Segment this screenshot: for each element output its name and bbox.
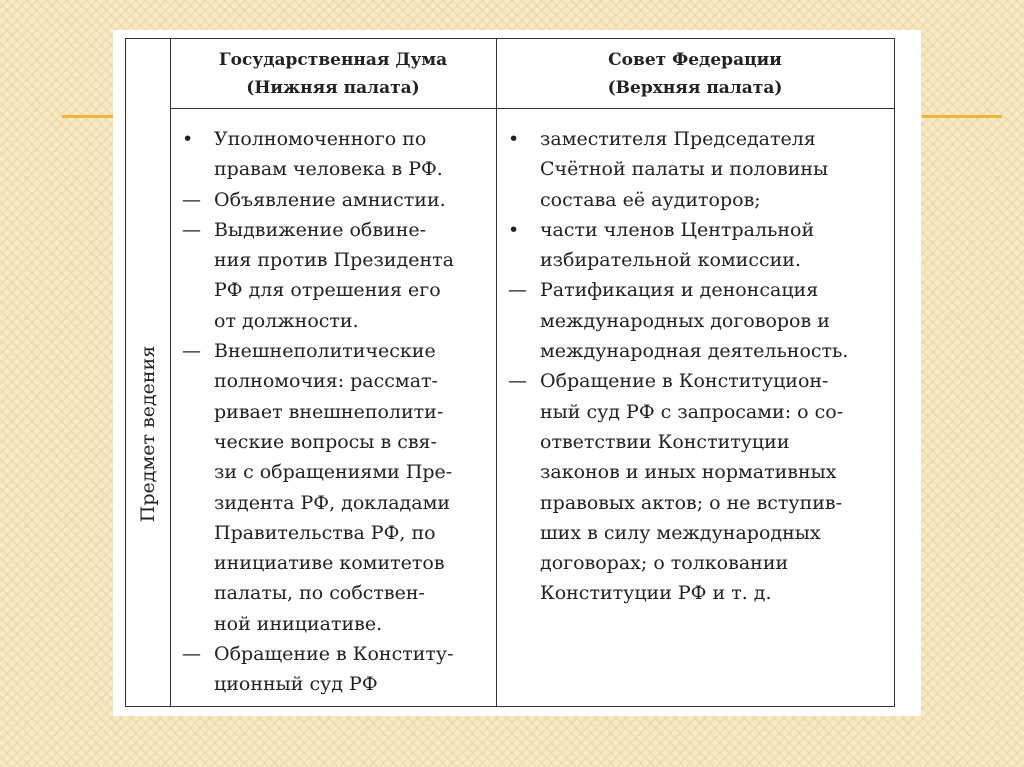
list-item-line: Объявление амнистии.: [214, 188, 446, 211]
list-item-line: заместителя Председателя: [540, 128, 816, 150]
list-item-line: законов и иных нормативных: [540, 461, 837, 484]
dash-marker: —: [508, 279, 527, 302]
list-item-line: Внешнеполитические: [214, 340, 436, 363]
list-item-line: полномочия: рассмат-: [214, 370, 438, 393]
bullet-marker: •: [508, 128, 520, 150]
column-divider: [170, 39, 171, 706]
bullet-marker: •: [182, 128, 194, 150]
list-item: [508, 366, 898, 608]
side-header-cell: [126, 39, 170, 706]
bullet-marker: •: [508, 218, 520, 241]
state-duma-title: Государственная Дума: [218, 49, 448, 70]
list-item-line: ный суд РФ с запросами: о со-: [540, 400, 844, 423]
list-item-line: ших в силу международных: [540, 521, 821, 544]
list-item: [508, 215, 898, 276]
dash-marker: —: [508, 370, 527, 393]
list-item-line: зи с обращениями Пре-: [214, 461, 453, 484]
state-duma-header: [170, 39, 496, 108]
accent-line-right: [922, 115, 1002, 118]
federation-council-column: [508, 124, 898, 609]
header-divider: [170, 108, 894, 109]
list-item-line: Обращение в Конститу-: [214, 643, 454, 666]
list-item: [182, 215, 496, 336]
list-item: [182, 185, 496, 215]
list-item-line: ционный суд РФ: [214, 673, 378, 696]
list-item-line: зидента РФ, докладами: [214, 491, 451, 514]
list-item-line: ответствии Конституции: [540, 430, 790, 453]
list-item-line: ческие вопросы в свя-: [214, 430, 437, 453]
column-divider: [496, 39, 497, 706]
list-item-line: избирательной комиссии.: [540, 249, 801, 272]
list-item-line: состава её аудиторов;: [540, 188, 761, 211]
list-item: [182, 336, 496, 639]
dash-marker: —: [182, 340, 201, 363]
list-item-line: Конституции РФ и т. д.: [540, 582, 772, 605]
side-label: Предмет ведения: [137, 345, 159, 523]
comparison-table: [125, 38, 895, 707]
dash-marker: —: [182, 218, 201, 241]
list-item-line: ривает внешнеполити-: [214, 400, 444, 423]
list-item-line: Обращение в Конституцион-: [540, 370, 829, 393]
list-item-line: ной инициативе.: [214, 612, 383, 635]
list-item-line: Ратификация и денонсация: [540, 279, 819, 302]
list-item-line: Счётной палаты и половины: [540, 158, 829, 181]
list-item-line: инициативе комитетов: [214, 552, 445, 575]
dash-marker: —: [182, 643, 201, 666]
state-duma-column: [182, 124, 496, 700]
list-item-line: Уполномоченного по: [214, 128, 427, 150]
federation-council-subtitle: (Верхняя палата): [607, 77, 783, 98]
federation-council-header: [496, 39, 894, 108]
list-item-line: от должности.: [214, 309, 359, 332]
slide-image: [113, 30, 921, 716]
list-item-line: части членов Центральной: [540, 218, 815, 241]
list-item: [182, 124, 496, 185]
list-item-line: ния против Президента: [214, 249, 454, 272]
accent-line-left: [62, 115, 114, 118]
list-item-line: международная деятельность.: [540, 340, 849, 363]
list-item: [508, 124, 898, 215]
list-item: [508, 275, 898, 366]
list-item-line: правам человека в РФ.: [214, 158, 443, 181]
list-item-line: Правительства РФ, по: [214, 521, 436, 544]
state-duma-subtitle: (Нижняя палата): [246, 77, 420, 98]
list-item: [182, 639, 496, 700]
federation-council-title: Совет Федерации: [608, 49, 782, 70]
list-item-line: Выдвижение обвине-: [214, 218, 427, 241]
list-item-line: правовых актов; о не вступив-: [540, 491, 843, 514]
list-item-line: международных договоров и: [540, 309, 830, 332]
list-item-line: РФ для отрешения его: [214, 279, 441, 302]
list-item-line: договорах; о толковании: [540, 552, 789, 575]
dash-marker: —: [182, 188, 201, 211]
list-item-line: палаты, по собствен-: [214, 582, 425, 605]
